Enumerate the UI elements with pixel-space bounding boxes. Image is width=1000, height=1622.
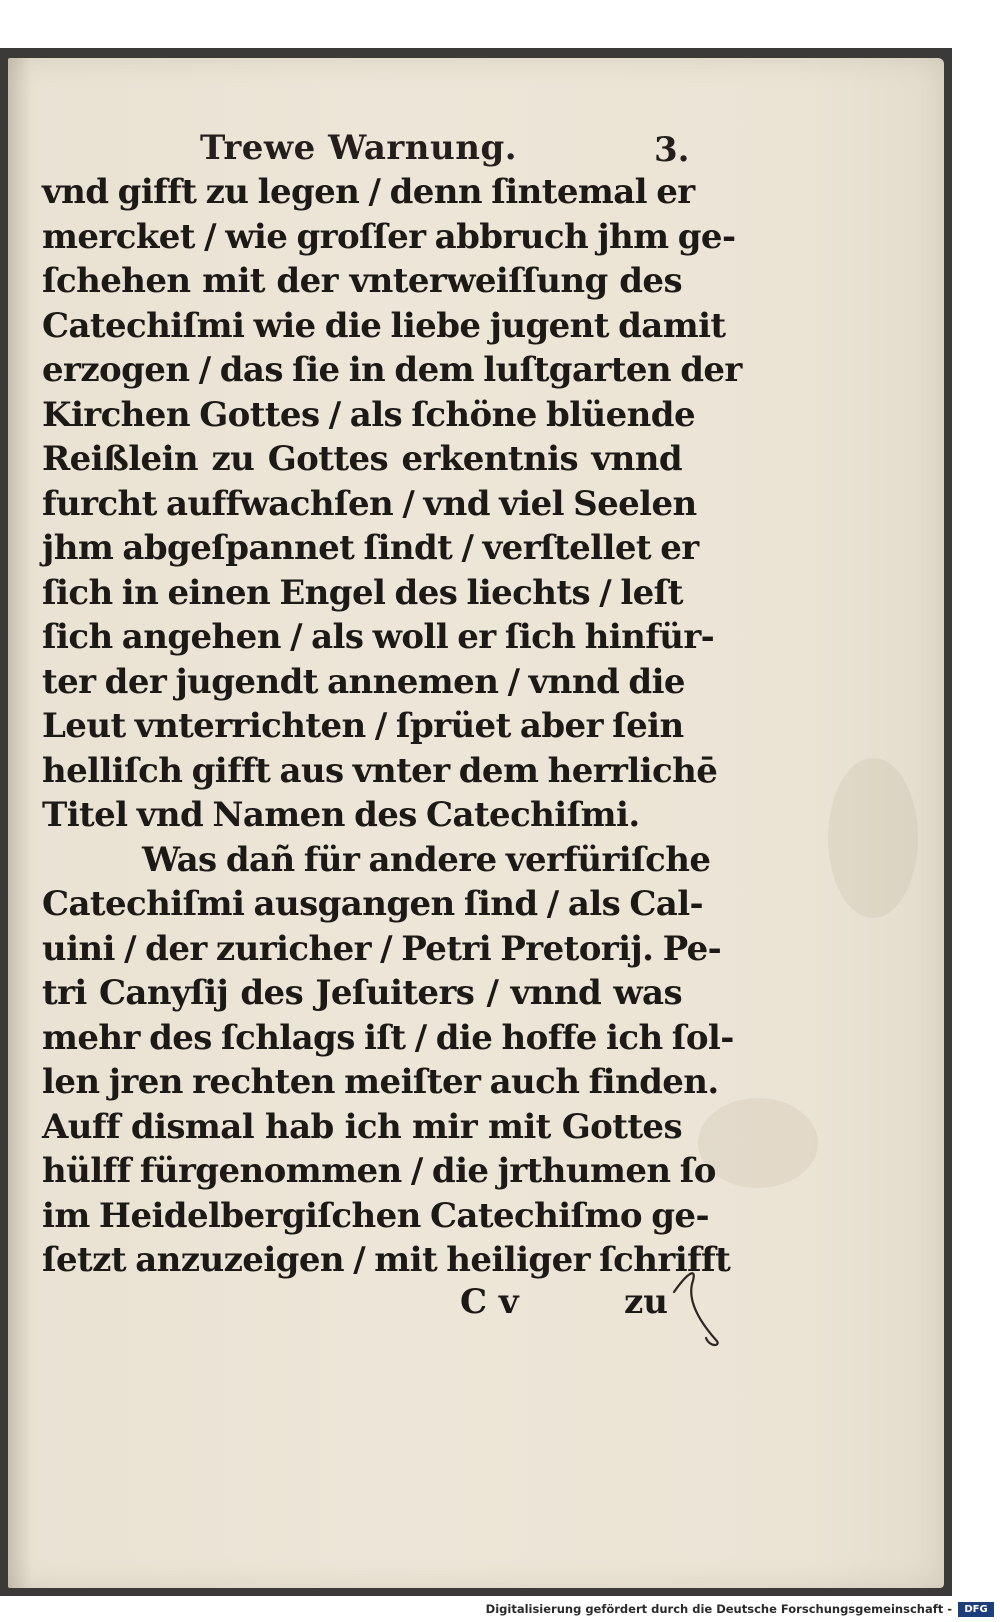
text-line: tri Canyſij des Jeſuiters / vnnd was [42, 973, 682, 1013]
paper-stain [698, 1098, 818, 1188]
page-gutter-shadow [8, 58, 32, 1588]
text-line: hülff fürgenommen / die jrthumen ſo [42, 1151, 716, 1191]
text-line: erzogen / das ſie in dem luſtgarten der [42, 350, 742, 390]
text-line: Leut vnterrichten / ſprüet aber ſein [42, 706, 684, 746]
paper-stain [828, 758, 918, 918]
text-line: vnd gifft zu legen / denn ſintemal er [42, 172, 695, 212]
text-line: Catechiſmi ausgangen ſind / als Cal- [42, 884, 704, 924]
digitization-credit: Digitalisierung gefördert durch die Deutsche Forschungsgemeinschaft - [485, 1602, 952, 1616]
text-line: ter der jugendt annemen / vnnd die [42, 661, 685, 702]
text-line: ſich angehen / als woll er ſich hinfür- [42, 617, 715, 657]
pencil-scribble-icon [670, 1262, 730, 1352]
text-line: mercket / wie groſſer abbruch jhm ge- [42, 216, 736, 257]
text-line: Reißlein zu Gottes erkentnis vnnd [42, 439, 682, 479]
page-number: 3. [654, 130, 690, 170]
text-line: Catechiſmi wie die liebe jugent damit [42, 305, 726, 346]
signature-mark: C v [460, 1282, 519, 1322]
text-line: Titel vnd Namen des Catechiſmi. [42, 795, 640, 835]
text-line: helliſch gifft aus vnter dem herrlichē [42, 750, 718, 791]
text-line: furcht auffwachſen / vnd viel Seelen [42, 483, 697, 524]
text-line: uini / der zuricher / Petri Pretorij. Pe- [42, 928, 722, 969]
body-text [42, 170, 742, 1283]
text-line: mehr des ſchlags iſt / die hoffe ich ſol- [42, 1017, 734, 1058]
text-line: jhm abgeſpannet ſindt / verſtellet er [42, 528, 699, 568]
page-footer-line [460, 1282, 690, 1326]
dfg-logo: DFG [958, 1602, 994, 1617]
text-line: len jren rechten meiſter auch finden. [42, 1062, 719, 1102]
text-line: ſich in einen Engel des liechts / leſt [42, 572, 683, 613]
text-line: ſetzt anzuzeigen / mit heiliger ſchrifft [42, 1240, 731, 1280]
text-line: Auff dismal hab ich mir mit Gottes [42, 1106, 682, 1147]
text-line: im Heidelbergiſchen Catechiſmo ge- [42, 1195, 709, 1236]
text-line: Kirchen Gottes / als ſchöne blüende [42, 394, 695, 435]
text-line: ſchehen mit der vnterweiſſung des [42, 261, 682, 301]
paragraph-first-line: Was dañ für andere verfüriſche [142, 839, 711, 880]
catchword: zu [624, 1282, 669, 1322]
running-head: Trewe Warnung. [200, 128, 518, 168]
